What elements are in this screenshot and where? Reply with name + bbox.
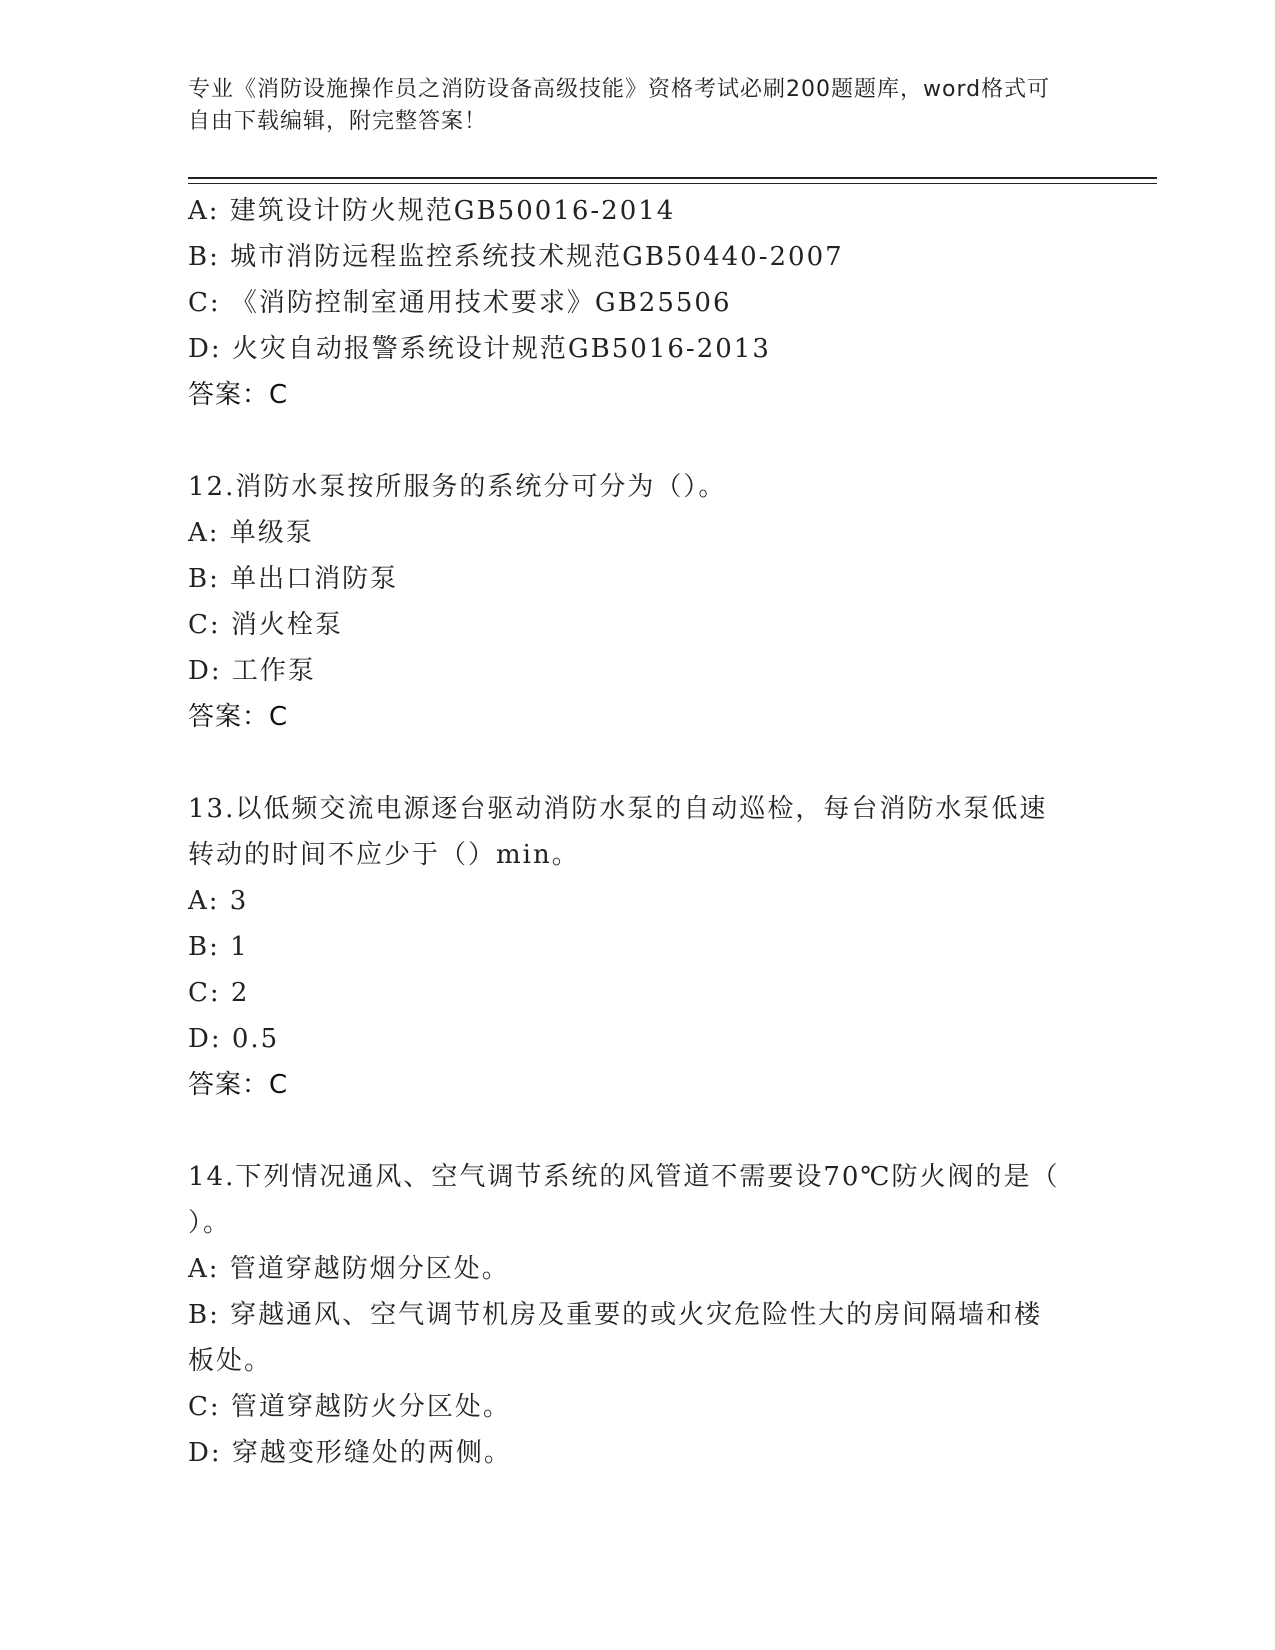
q11-option-d: D: 火灾自动报警系统设计规范GB5016-2013 bbox=[188, 334, 771, 364]
q13-answer: 答案：C bbox=[188, 1070, 289, 1100]
spacer bbox=[188, 418, 1088, 464]
q14-option-d: D: 穿越变形缝处的两侧。 bbox=[188, 1438, 512, 1468]
question-12 bbox=[188, 464, 1088, 740]
q13-option-a: A: 3 bbox=[188, 886, 249, 916]
q11-option-b: B: 城市消防远程监控系统技术规范GB50440-2007 bbox=[188, 242, 844, 272]
spacer bbox=[188, 1108, 1088, 1154]
question-14 bbox=[188, 1154, 1088, 1476]
header-divider-thick bbox=[188, 177, 1157, 179]
q14-option-b-line-1: B: 穿越通风、空气调节机房及重要的或火灾危险性大的房间隔墙和楼 bbox=[188, 1300, 1043, 1330]
q12-option-b: B: 单出口消防泵 bbox=[188, 564, 399, 594]
q14-option-b-line-2: 板处。 bbox=[188, 1346, 273, 1376]
document-header: 专业《消防设施操作员之消防设备高级技能》资格考试必刷200题题库，word格式可自由下载编辑，附完整答案！ bbox=[188, 77, 1051, 134]
q12-option-d: D: 工作泵 bbox=[188, 656, 316, 686]
q13-option-b: B: 1 bbox=[188, 932, 249, 962]
q14-option-a: A: 管道穿越防烟分区处。 bbox=[188, 1254, 510, 1284]
q14-option-c: C: 管道穿越防火分区处。 bbox=[188, 1392, 511, 1422]
question-11 bbox=[188, 188, 1088, 418]
q11-option-c: C: 《消防控制室通用技术要求》GB25506 bbox=[188, 288, 732, 318]
q12-option-c: C: 消火栓泵 bbox=[188, 610, 343, 640]
q11-option-a: A: 建筑设计防火规范GB50016-2014 bbox=[188, 196, 676, 226]
q12-stem: 12.消防水泵按所服务的系统分可分为（）。 bbox=[188, 472, 727, 502]
header-divider-thin bbox=[188, 183, 1157, 184]
q13-option-c: C: 2 bbox=[188, 978, 250, 1008]
q13-stem-line-1: 13.以低频交流电源逐台驱动消防水泵的自动巡检，每台消防水泵低速 bbox=[188, 794, 1048, 824]
q12-option-a: A: 单级泵 bbox=[188, 518, 314, 548]
question-content bbox=[188, 188, 1088, 1476]
question-13 bbox=[188, 786, 1088, 1108]
spacer bbox=[188, 740, 1088, 786]
q11-answer: 答案：C bbox=[188, 380, 289, 410]
q13-stem-line-2: 转动的时间不应少于（）min。 bbox=[188, 840, 580, 870]
q12-answer: 答案：C bbox=[188, 702, 289, 732]
q13-option-d: D: 0.5 bbox=[188, 1024, 280, 1054]
q14-stem-line-1: 14.下列情况通风、空气调节系统的风管道不需要设70℃防火阀的是（ bbox=[188, 1162, 1060, 1192]
q14-stem-line-2: ）。 bbox=[188, 1208, 232, 1238]
